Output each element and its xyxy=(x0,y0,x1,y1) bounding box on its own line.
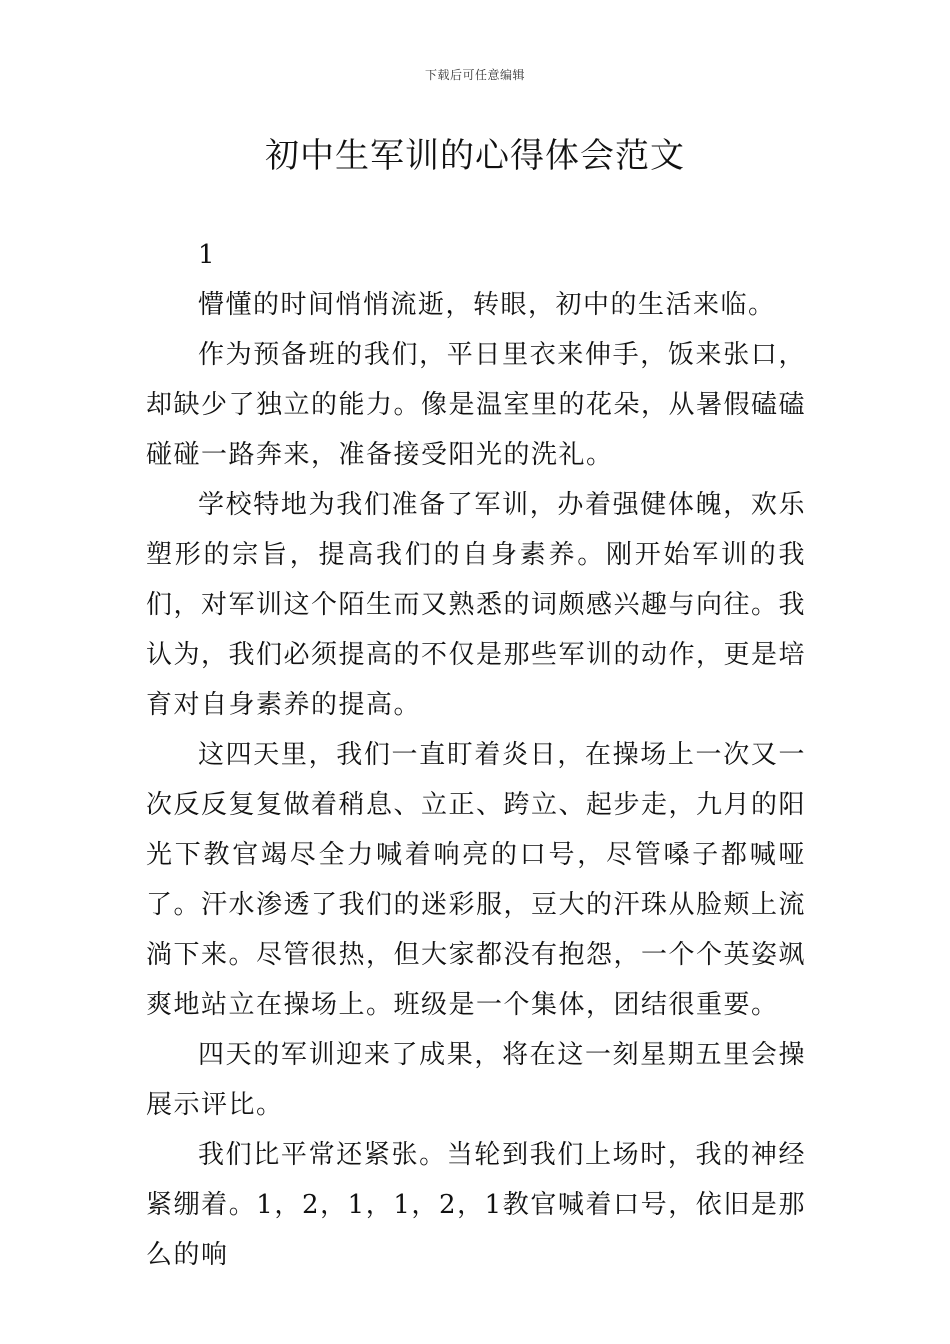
paragraph: 这四天里，我们一直盯着炎日，在操场上一次又一次反反复复做着稍息、立正、跨立、起步走，九月的阳光下教官竭尽全力喊着响亮的口号，尽管嗓子都喊哑了。汗水渗透了我们的迷彩服，豆大的汗珠从脸颊上流淌下来。尽管很热，但大家都没有抱怨，一个个英姿飒爽地站立在操场上。班级是一个集体，团结很重要。 xyxy=(146,740,807,1020)
document-body xyxy=(146,230,806,1280)
paragraph: 懵懂的时间悄悄流逝，转眼，初中的生活来临。 xyxy=(198,290,776,320)
document-title: 初中生军训的心得体会范文 xyxy=(265,136,685,176)
paragraph: 学校特地为我们准备了军训，办着强健体魄，欢乐塑形的宗旨，提高我们的自身素养。刚开始军训的我们，对军训这个陌生而又熟悉的词颇感兴趣与向往。我认为，我们必须提高的不仅是那些军训的动作，更是培育对自身素养的提高。 xyxy=(146,490,807,720)
paragraph-section-number: 1 xyxy=(198,240,217,270)
header-note: 下载后可任意编辑 xyxy=(424,68,525,82)
paragraph: 四天的军训迎来了成果，将在这一刻星期五里会操展示评比。 xyxy=(146,1040,806,1120)
paragraph: 我们比平常还紧张。当轮到我们上场时，我的神经紧绷着。1，2，1，1，2，1教官喊着口号，依旧是那么的响 xyxy=(146,1140,806,1270)
paragraph: 作为预备班的我们，平日里衣来伸手，饭来张口，却缺少了独立的能力。像是温室里的花朵，从暑假磕磕碰碰一路奔来，准备接受阳光的洗礼。 xyxy=(146,340,807,470)
